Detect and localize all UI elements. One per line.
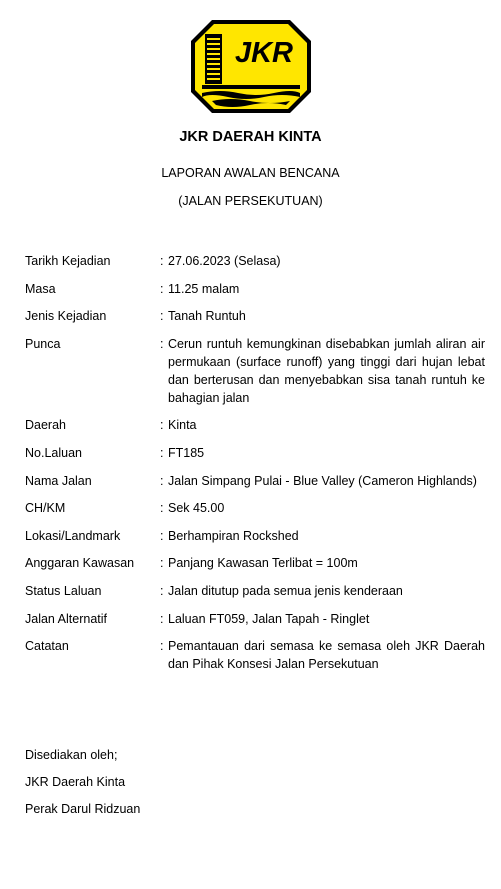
field-value: 27.06.2023 (Selasa): [168, 254, 281, 268]
field-value: Sek 45.00: [168, 501, 225, 516]
prepared-by-office: JKR Daerah Kinta: [25, 775, 126, 790]
field-colon: :: [160, 254, 164, 268]
field-value: Cerun runtuh kemungkinan disebabkan jumlah aliran air permukaan (surface runoff) yang tinggi dari hujan lebat dan berterusan dan menyebabkan sisa tanah runtuh ke bahagian jalan: [168, 336, 485, 405]
field-row-nama-jalan: [25, 472, 485, 490]
field-label: Anggaran Kawasan: [25, 556, 135, 571]
field-value: Laluan FT059, Jalan Tapah - Ringlet: [168, 611, 370, 626]
field-value: Kinta: [168, 418, 197, 433]
field-row-catatan: [25, 637, 485, 673]
field-row-laluan: [25, 444, 485, 462]
field-row-masa: [25, 280, 485, 298]
field-label: Lokasi/Landmark: [25, 528, 121, 543]
field-colon: :: [160, 336, 164, 351]
field-colon: :: [160, 528, 164, 543]
prepared-by-state: Perak Darul Ridzuan: [25, 802, 141, 817]
field-label: Catatan: [25, 639, 69, 654]
report-subtitle: (JALAN PERSEKUTUAN): [178, 194, 323, 208]
field-colon: :: [160, 309, 164, 324]
organization-title: JKR DAERAH KINTA: [179, 129, 322, 145]
jkr-logo: [190, 19, 312, 114]
field-colon: :: [160, 445, 164, 460]
field-label: Status Laluan: [25, 583, 102, 598]
field-value: Pemantauan dari semasa ke semasa oleh JKR Daerah dan Pihak Konsesi Jalan Persekutuan: [168, 639, 485, 672]
field-label: No.Laluan: [25, 445, 82, 460]
field-row-chkm: [25, 499, 485, 517]
field-row-status: [25, 582, 485, 600]
field-row-jenis: [25, 307, 485, 325]
field-label: Daerah: [25, 418, 66, 433]
field-colon: :: [160, 281, 164, 296]
field-label: Jalan Alternatif: [25, 611, 107, 626]
field-colon: :: [160, 418, 164, 433]
field-colon: :: [160, 501, 164, 516]
field-colon: :: [160, 556, 164, 571]
field-value: Berhampiran Rockshed: [168, 528, 299, 543]
field-row-kawasan: [25, 554, 485, 572]
field-colon: :: [160, 473, 164, 488]
field-row-punca: [25, 335, 485, 407]
field-value: Tanah Runtuh: [168, 309, 246, 324]
field-value: Jalan Simpang Pulai - Blue Valley (Cameron Highlands): [168, 473, 477, 488]
field-value: FT185: [168, 445, 205, 460]
report-title: LAPORAN AWALAN BENCANA: [161, 166, 340, 180]
field-row-alternatif: [25, 610, 485, 628]
field-colon: :: [160, 611, 164, 626]
field-label: Punca: [25, 336, 61, 351]
prepared-by-section: [25, 746, 140, 828]
field-label: Nama Jalan: [25, 473, 92, 488]
field-label: CH/KM: [25, 501, 66, 516]
field-value: 11.25 malam: [168, 281, 240, 296]
field-label: Masa: [25, 281, 56, 296]
field-row-daerah: [25, 416, 485, 434]
prepared-by-label: Disediakan oleh;: [25, 748, 118, 762]
field-value: Jalan ditutup pada semua jenis kenderaan: [168, 583, 403, 598]
field-row-tarikh: [25, 252, 485, 270]
field-row-lokasi: [25, 527, 485, 545]
field-colon: :: [160, 583, 164, 598]
svg-text:JKR: JKR: [234, 37, 294, 69]
field-value: Panjang Kawasan Terlibat = 100m: [168, 556, 358, 571]
field-label: Jenis Kejadian: [25, 309, 107, 324]
field-colon: :: [160, 639, 164, 654]
field-label: Tarikh Kejadian: [25, 254, 111, 268]
report-fields: [25, 252, 485, 683]
